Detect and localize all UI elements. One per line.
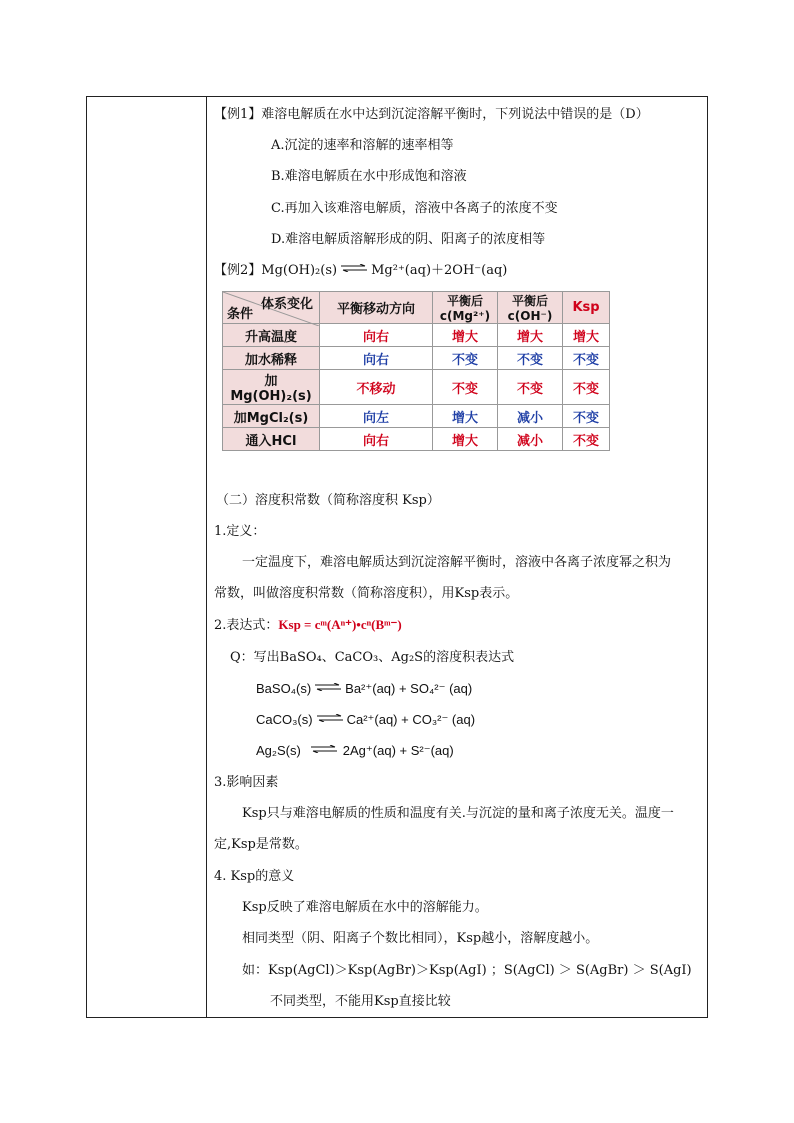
cell-ksp: 不变 (563, 347, 610, 370)
example2-prefix: 【例2】 (214, 263, 262, 278)
cell-mg-conc: 不变 (433, 347, 498, 370)
equilibrium-arrow-icon (315, 683, 341, 691)
corner-bottom-label: 条件 (227, 307, 254, 322)
equilibrium-shift-table (222, 291, 610, 451)
expression-formula: Ksp = cᵐ(Aⁿ⁺)•cⁿ(Bᵐ⁻) (278, 617, 402, 632)
row-condition: 加水稀释 (223, 347, 320, 370)
header-mg-conc: 平衡后c(Mg²⁺) (433, 292, 498, 324)
equilibrium-arrow-icon (311, 745, 337, 753)
row-condition: 通入HCl (223, 428, 320, 451)
meaning-text-3: 如：Ksp(AgCl)＞Ksp(AgBr)＞Ksp(AgI) ；S(AgCl) ＞ S(AgBr) ＞ S(AgI) (242, 963, 692, 978)
cell-direction: 向右 (320, 347, 433, 370)
cell-direction: 向右 (320, 324, 433, 347)
example1-option-a: A.沉淀的速率和溶解的速率相等 (271, 138, 454, 153)
cell-oh-conc: 减小 (498, 428, 563, 451)
cell-ksp: 不变 (563, 405, 610, 428)
meaning-text-4: 不同类型，不能用Ksp直接比较 (270, 994, 451, 1009)
baso4-right: Ba²⁺(aq) + SO₄²⁻ (aq) (345, 681, 473, 696)
cell-oh-conc: 不变 (498, 347, 563, 370)
column-divider (206, 96, 207, 1018)
baso4-left: BaSO₄(s) (256, 681, 312, 696)
header-oh-conc: 平衡后c(OH⁻) (498, 292, 563, 324)
corner-top-label: 体系变化 (260, 297, 313, 312)
table-corner-cell (223, 292, 320, 324)
ag2s-left: Ag₂S(s) (256, 743, 301, 758)
meaning-text-2: 相同类型（阴、阳离子个数比相同），Ksp越小，溶解度越小。 (242, 931, 599, 946)
example1-option-c: C.再加入该难溶电解质，溶液中各离子的浓度不变 (271, 201, 558, 216)
factors-text-1: Ksp只与难溶电解质的性质和温度有关.与沉淀的量和离子浓度无关。温度一 (242, 806, 674, 821)
definition-label: 1.定义： (214, 524, 266, 539)
equilibrium-arrow-icon (317, 714, 343, 722)
cell-mg-conc: 增大 (433, 405, 498, 428)
cell-mg-conc: 增大 (433, 324, 498, 347)
example1-question-text: 难溶电解质在水中达到沉淀溶解平衡时，下列说法中错误的是（D） (261, 107, 649, 122)
example1-option-b: B.难溶电解质在水中形成饱和溶液 (271, 169, 467, 184)
table-header-row (223, 292, 610, 324)
ag2s-equation (256, 742, 454, 760)
question-q: Q：写出BaSO₄、CaCO₃、Ag₂S的溶度积表达式 (230, 650, 515, 665)
row-condition: 加MgCl₂(s) (223, 405, 320, 428)
cell-mg-conc: 不变 (433, 370, 498, 405)
meaning-label: 4. Ksp的意义 (214, 869, 295, 884)
cell-direction: 向右 (320, 428, 433, 451)
cell-oh-conc: 增大 (498, 324, 563, 347)
factors-label: 3.影响因素 (214, 775, 279, 790)
baso4-equation (256, 680, 472, 698)
expression-label: 2.表达式： (214, 618, 279, 633)
definition-text-2: 常数，叫做溶度积常数（简称溶度积），用Ksp表示。 (214, 586, 519, 601)
example1-question (214, 106, 649, 124)
row-condition: 加Mg(OH)₂(s) (223, 370, 320, 405)
cell-oh-conc: 减小 (498, 405, 563, 428)
example2-left: Mg(OH)₂(s) (261, 263, 338, 278)
ag2s-right: 2Ag⁺(aq) + S²⁻(aq) (342, 743, 454, 758)
example1-option-d: D.难溶电解质溶解形成的阴、阳离子的浓度相等 (271, 232, 546, 247)
section2-title: （二）溶度积常数（简称溶度积 Ksp） (216, 493, 440, 508)
example2-right: Mg²⁺(aq)＋2OH⁻(aq) (371, 263, 508, 278)
example2-equation (214, 262, 507, 280)
cell-direction: 向左 (320, 405, 433, 428)
caco3-equation (256, 711, 475, 729)
cell-mg-conc: 增大 (433, 428, 498, 451)
caco3-left: CaCO₃(s) (256, 712, 313, 727)
table-row (223, 428, 610, 451)
cell-ksp: 不变 (563, 428, 610, 451)
cell-ksp: 不变 (563, 370, 610, 405)
row-condition: 升高温度 (223, 324, 320, 347)
table-row (223, 405, 610, 428)
meaning-text-1: Ksp反映了难溶电解质在水中的溶解能力。 (242, 900, 488, 915)
example1-prefix: 【例1】 (214, 107, 262, 122)
header-ksp: Ksp (563, 292, 610, 324)
table-row (223, 347, 610, 370)
cell-oh-conc: 不变 (498, 370, 563, 405)
table-row (223, 324, 610, 347)
expression-line (214, 616, 402, 635)
cell-ksp: 增大 (563, 324, 610, 347)
definition-text-1: 一定温度下，难溶电解质达到沉淀溶解平衡时，溶液中各离子浓度幂之积为 (242, 555, 672, 570)
header-direction: 平衡移动方向 (320, 292, 433, 324)
cell-direction: 不移动 (320, 370, 433, 405)
equilibrium-arrow-icon (341, 264, 367, 272)
factors-text-2: 定,Ksp是常数。 (214, 837, 308, 852)
table-row (223, 370, 610, 405)
caco3-right: Ca²⁺(aq) + CO₃²⁻ (aq) (346, 712, 476, 727)
